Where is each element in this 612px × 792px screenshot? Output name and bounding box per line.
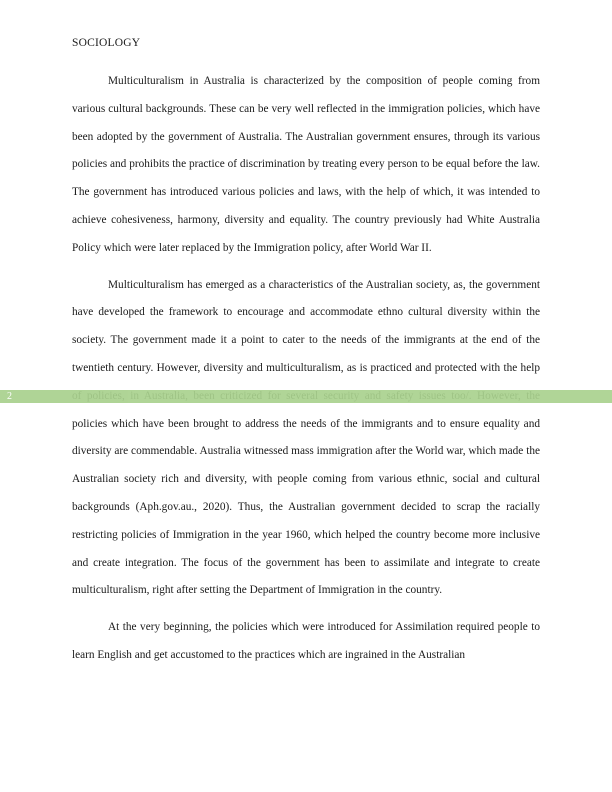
- body-text: [72, 68, 540, 670]
- paragraph-1: Multiculturalism in Australia is characterized by the composition of people coming from various cultural backgrounds. These can be very well reflected in the immigration policies, which have been adopted by the government of Australia. The Australian government ensures, through its various policies and prohibits the practice of discrimination by treating every person to be equal before the law. The government has introduced various policies and laws, with the help of which, it was intended to achieve cohesiveness, harmony, diversity and equality. The country previously had White Australia Policy which were later replaced by the Immigration policy, after World War II.: [72, 75, 540, 254]
- paragraph-2: Multiculturalism has emerged as a characteristics of the Australian society, as, the government have developed the framework to encourage and accommodate ethno cultural diversity within the society. The government made it a point to cater to the needs of the immigrants at the end of the twentieth century. However, diversity and multiculturalism, as is practiced and protected with the help policies which have been brought to address the needs of the immigrants and to ensure equality and diversity are commendable. Australia witnessed mass immigration after the World war, which made the Australian society rich and diversity, with people coming from various ethnic, social and cultural backgrounds (Aph.gov.au., 2020). Thus, the Australian government decided to scrap the racially restricting policies of Immigration in the year 1960, which helped the country become more inclusive and create integration. The focus of the government has been to assimilate and integrate to create multiculturalism, right after setting the Department of Immigration in the country.: [72, 278, 540, 597]
- page-number: 2: [7, 391, 12, 402]
- running-head: SOCIOLOGY: [72, 37, 141, 49]
- page-break-bar: [0, 390, 612, 403]
- paragraph-3: At the very beginning, the policies which were introduced for Assimilation required people to learn English and get accustomed to the practices which are ingrained in the Australian: [72, 621, 540, 661]
